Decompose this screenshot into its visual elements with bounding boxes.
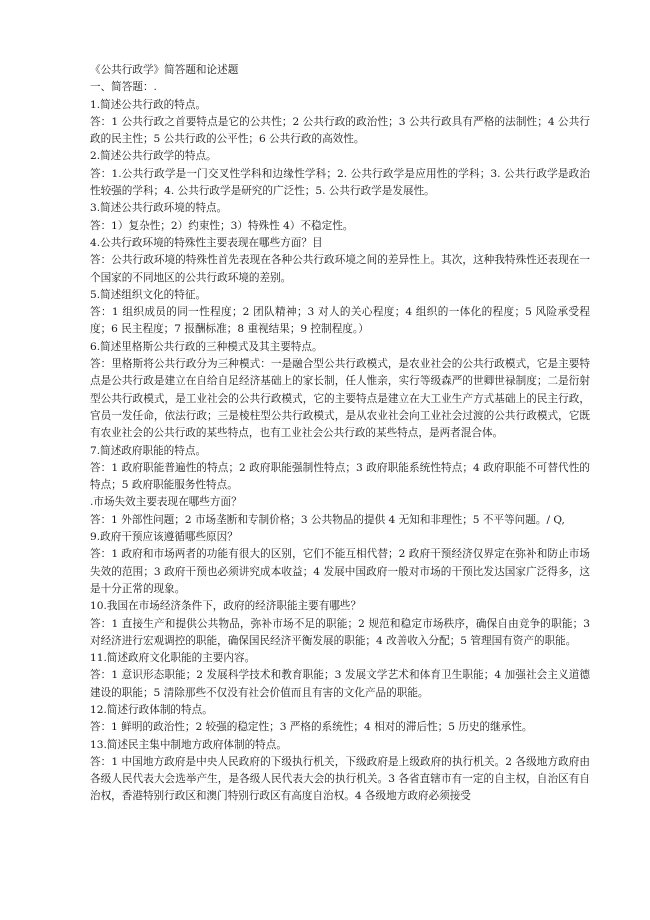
answer-text: 答：1 中国地方政府是中央人民政府的下级执行机关，下级政府是上级政府的执行机关。2 各级地方政府由各级人民代表大会选举产生，是各级人民代表大会的执行机关。3 各省直辖市有一定的自主权，自治区有自治权，香港特别行政区和澳门特别行政区有高度自治权。4 各级地方政府必须接受 [90,755,590,803]
question-text: 4.公共行政环境的特殊性主要表现在哪些方面？目 [90,236,323,249]
answer-text: 答：1 鲜明的政治性；2 较强的稳定性；3 严格的系统性；4 相对的滞后性；5 历史的继承性。 [90,721,533,734]
answer-text: 答：1 政府职能普遍性的特点；2 政府职能强制性特点；3 政府职能系统性特点；4 政府职能不可替代性的特点；5 政府职能服务性特点。 [90,461,590,492]
answer-text: 答：1）复杂性；2）约束性；3）特殊性 4）不稳定性。 [90,219,354,232]
answer-text: 答：1 组织成员的同一性程度；2 团队精神；3 对人的关心程度；4 组织的一体化的程度；5 风险承受程度；6 民主程度；7 报酬标准；8 重视结果；9 控制程度。） [90,306,590,336]
question-text: 5.简述组织文化的特征。 [90,288,207,301]
answer-text: 答：1 意识形态职能；2 发展科学技术和教育职能；3 发展文学艺术和体育卫生职能；4 加强社会主义道德建设的职能；5 清除那些不仅没有社会价值而且有害的文化产品的职能。 [90,669,590,699]
question-text: 1.简述公共行政的特点。 [90,98,207,111]
question-list [90,97,590,806]
question-text: 7.简述政府职能的特点。 [90,444,207,457]
question-text: 12.简述行政体制的特点。 [90,703,213,716]
document-title: 《公共行政学》简答题和论述题 [90,64,239,76]
question-text: 3.简述公共行政环境的特点。 [90,202,228,215]
answer-text: 答：1 公共行政之首要特点是它的公共性；2 公共行政的政治性；3 公共行政具有严格的法制性；4 公共行政的民主性；5 公共行政的公平性；6 公共行政的高效性。 [90,115,590,146]
document-page [90,62,590,806]
answer-text: 答：公共行政环境的特殊性首先表现在各种公共行政环境之间的差异性上。其次，这种我特殊性还表现在一个国家的不同地区的公共行政环境的差别。 [90,254,590,284]
question-text: 13.简述民主集中制地方政府体制的特点。 [90,738,287,751]
question-text: 11.简述政府文化职能的主要内容。 [90,652,256,665]
answer-text: 答：1 外部性问题；2 市场垄断和专制价格；3 公共物品的提供 4 无知和非理性；5 不平等问题。/ Q, [90,513,565,526]
question-text: 6.简述里格斯公共行政的三种模式及其主要特点。 [90,340,323,353]
answer-text: 答：里格斯将公共行政分为三种模式：一是融合型公共行政模式，是农业社会的公共行政模式，它是主要特点是公共行政是建立在自给自足经济基础上的家长制，任人惟亲，实行等级森严的世卿世禄制度；二是衍射型公共行政模式，是工业社会的公共行政模式，它的主要特点是建立在大工业生产方式基础上的民主行政，官员一发任命，依法行政；三是棱柱型公共行政模式，是从农业社会向工业社会过渡的公共行政模式，它既有农业社会的公共行政的某些特点，也有工业社会公共行政的某些特点，是两者混合体。 [90,358,590,440]
section-heading: 一、简答题：. [90,81,157,94]
question-text: .市场失效主要表现在哪些方面？ [90,496,242,509]
answer-text: 答：1 政府和市场两者的功能有很大的区别，它们不能互相代替；2 政府干预经济仅界定在弥补和防止市场失效的范围；3 政府干预也必须讲究成本收益；4 发展中国政府一般对市场的干预比发达国家广泛得多，这是十分正常的现象。 [90,548,590,595]
answer-text: 答：1.公共行政学是一门交叉性学科和边缘性学科；2. 公共行政学是应用性的学科；3. 公共行政学是政治性较强的学科；4. 公共行政学是研究的广泛性；5. 公共行政学是发展性。 [90,167,590,198]
question-text: 10.我国在市场经济条件下，政府的经济职能主要有哪些？ [90,600,362,613]
answer-text: 答：1 直接生产和提供公共物品，弥补市场不足的职能；2 规范和稳定市场秩序，确保自由竞争的职能；3 对经济进行宏观调控的职能，确保国民经济平衡发展的职能；4 改善收入分配；5 管理国有资产的职能。 [90,617,590,647]
question-text: 2.简述公共行政学的特点。 [90,150,217,163]
question-text: 9.政府干预应该遵循哪些原因？ [90,531,238,544]
